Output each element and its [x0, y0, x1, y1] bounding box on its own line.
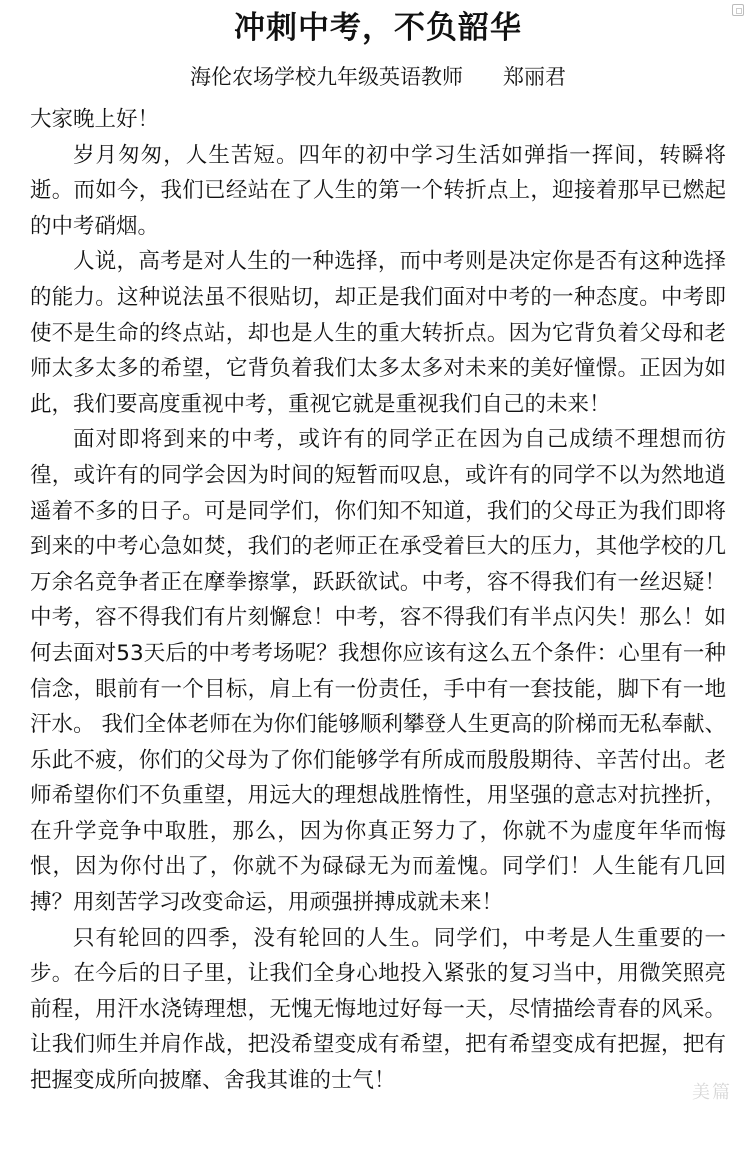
window-corner-icon [732, 4, 744, 16]
article-body [30, 102, 726, 1099]
paragraph-4: 只有轮回的四季，没有轮回的人生。同学们，中考是人生重要的一步。在今后的日子里，让我们全身心地投入紧张的复习当中，用微笑照亮前程，用汗水浇铸理想，无愧无悔地过好每一天，尽情描绘青春的风采。让我们师生并肩作战，把没希望变成有希望，把有希望变成有把握，把有把握变成所向披靡、舍我其谁的士气！ [30, 925, 726, 1094]
byline [30, 48, 726, 92]
paragraph-3: 面对即将到来的中考，或许有的同学正在因为自己成绩不理想而彷徨，或许有的同学会因为时间的短暂而叹息，或许有的同学不以为然地逍遥着不多的日子。可是同学们，你们知不知道，我们的父母正为我们即将到来的中考心急如焚，我们的老师正在承受着巨大的压力，其他学校的几万余名竞争者正在摩拳擦掌，跃跃欲试。中考，容不得我们有一丝迟疑！中考，容不得我们有片刻懈怠！中考，容不得我们有半点闪失！那么！如何去面对53天后的中考考场呢？我想你应该有这么五个条件：心里有一种信念，眼前有一个目标，肩上有一份责任，手中有一套技能，脚下有一地汗水。 我们全体老师在为你们能够顺利攀登人生更高的阶梯而无私奉献、乐此不疲，你们的父母为了你们能够学有所成而殷殷期待、辛苦付出。老师希望你们不负重望，用远大的理想战胜惰性，用坚强的意志对抗挫折，在升学竞争中取胜，那么，因为你真正努力了，你就不为虚度年华而悔恨，因为你付出了，你就不为碌碌无为而羞愧。同学们！人生能有几回搏？用刻苦学习改变命运，用顽强拼搏成就未来！ [30, 427, 726, 916]
watermark: 美篇 [692, 1082, 732, 1103]
greeting: 大家晚上好！ [30, 107, 160, 132]
paragraph-2: 人说，高考是对人生的一种选择，而中考则是决定你是否有这种选择的能力。这种说法虽不很贴切，却正是我们面对中考的一种态度。中考即使不是生命的终点站，却也是人生的重大转折点。因为它背负着父母和老师太多太多的希望，它背负着我们太多太多对未来的美好憧憬。正因为如此，我们要高度重视中考，重视它就是重视我们自己的未来！ [30, 249, 726, 417]
author-affiliation: 海伦农场学校九年级英语教师 [190, 65, 463, 89]
author-name: 郑丽君 [503, 65, 566, 89]
page-title: 冲刺中考，不负韶华 [234, 10, 522, 46]
paragraph-1: 岁月匆匆，人生苦短。四年的初中学习生活如弹指一挥间，转瞬将逝。而如今，我们已经站在了人生的第一个转折点上，迎接着那早已燃起的中考硝烟。 [30, 142, 726, 239]
